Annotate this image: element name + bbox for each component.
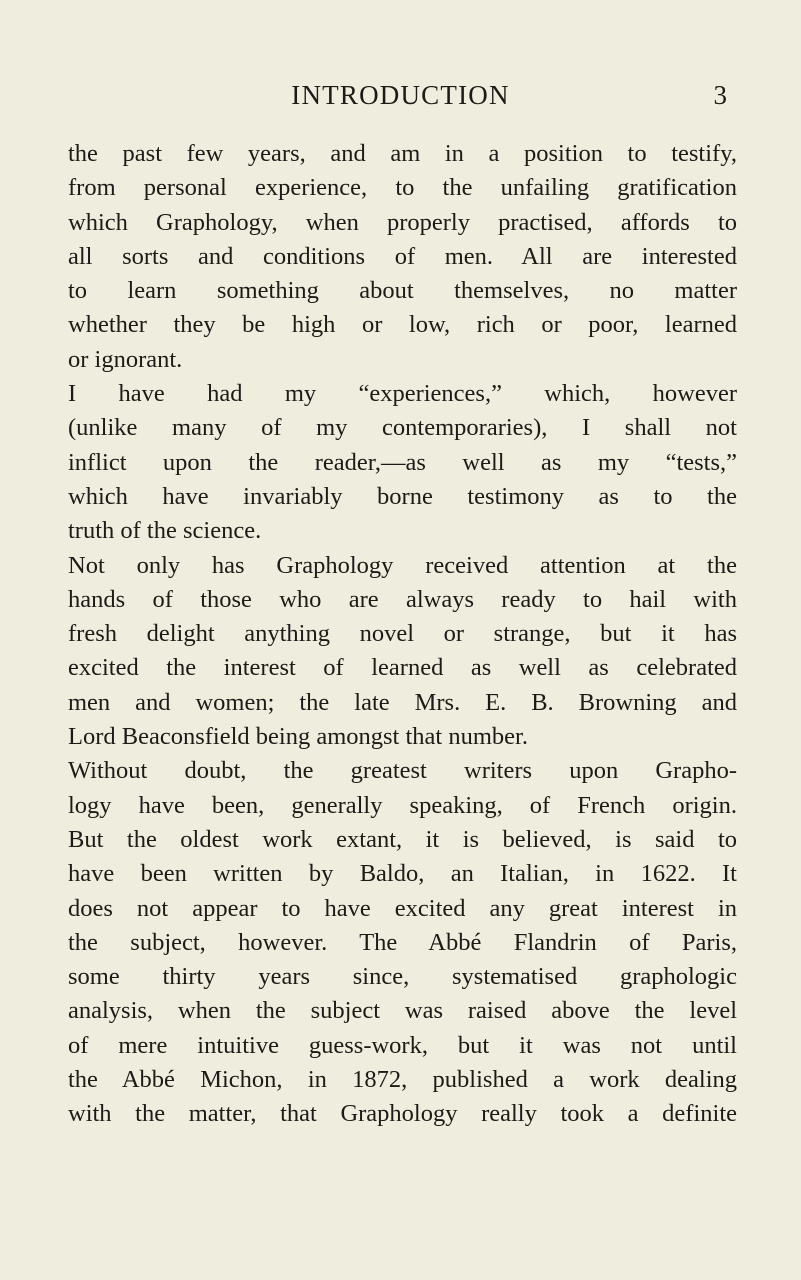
text-line: the past few years, and am in a position to testify, xyxy=(68,140,737,167)
text-line: logy have been, generally speaking, of French origin. xyxy=(68,791,737,819)
text-line: whether they be high or low, rich or poor, learned xyxy=(68,311,737,339)
text-line: But the oldest work extant, it is believed, is said to xyxy=(68,825,737,853)
text-line: all sorts and conditions of men. All are interested xyxy=(68,242,737,270)
text-line: with the matter, that Graphology really took a definite xyxy=(68,1100,737,1128)
running-head: INTRODUCTION xyxy=(291,80,510,110)
text-line: Not only has Graphology received attention at the xyxy=(68,551,737,579)
text-line: which have invariably borne testimony as to the xyxy=(68,482,737,510)
text-line: Without doubt, the greatest writers upon Grapho- xyxy=(68,757,737,785)
text-line: (unlike many of my contemporaries), I shall not xyxy=(68,414,737,442)
page-header xyxy=(0,78,801,112)
text-line: men and women; the late Mrs. E. B. Browning and xyxy=(68,688,737,716)
text-line: the Abbé Michon, in 1872, published a work dealing xyxy=(68,1066,737,1094)
text-line: does not appear to have excited any great interest in xyxy=(68,894,737,922)
text-line: I have had my “experiences,” which, however xyxy=(68,380,737,408)
text-line: from personal experience, to the unfailing gratification xyxy=(68,174,737,202)
text-line: hands of those who are always ready to hail with xyxy=(68,585,737,613)
text-line: excited the interest of learned as well as celebrated xyxy=(68,654,737,682)
text-line: which Graphology, when properly practised, affords to xyxy=(68,208,737,236)
text-line: inflict upon the reader,—as well as my “tests,” xyxy=(68,448,737,476)
page-number: 3 xyxy=(713,80,727,110)
text-line: the subject, however. The Abbé Flandrin of Paris, xyxy=(68,928,737,956)
text-line: to learn something about themselves, no matter xyxy=(68,277,737,305)
text-line: analysis, when the subject was raised above the level xyxy=(68,997,737,1025)
text-line: truth of the science. xyxy=(68,517,262,545)
body-text xyxy=(68,137,737,1132)
text-line: or ignorant. xyxy=(68,345,183,373)
text-line: of mere intuitive guess-work, but it was not until xyxy=(68,1031,737,1059)
text-line: fresh delight anything novel or strange, but it has xyxy=(68,620,737,648)
text-line: have been written by Baldo, an Italian, in 1622. It xyxy=(68,860,737,888)
text-line: some thirty years since, systematised graphologic xyxy=(68,963,737,991)
text-line: Lord Beaconsfield being amongst that number. xyxy=(68,723,528,751)
